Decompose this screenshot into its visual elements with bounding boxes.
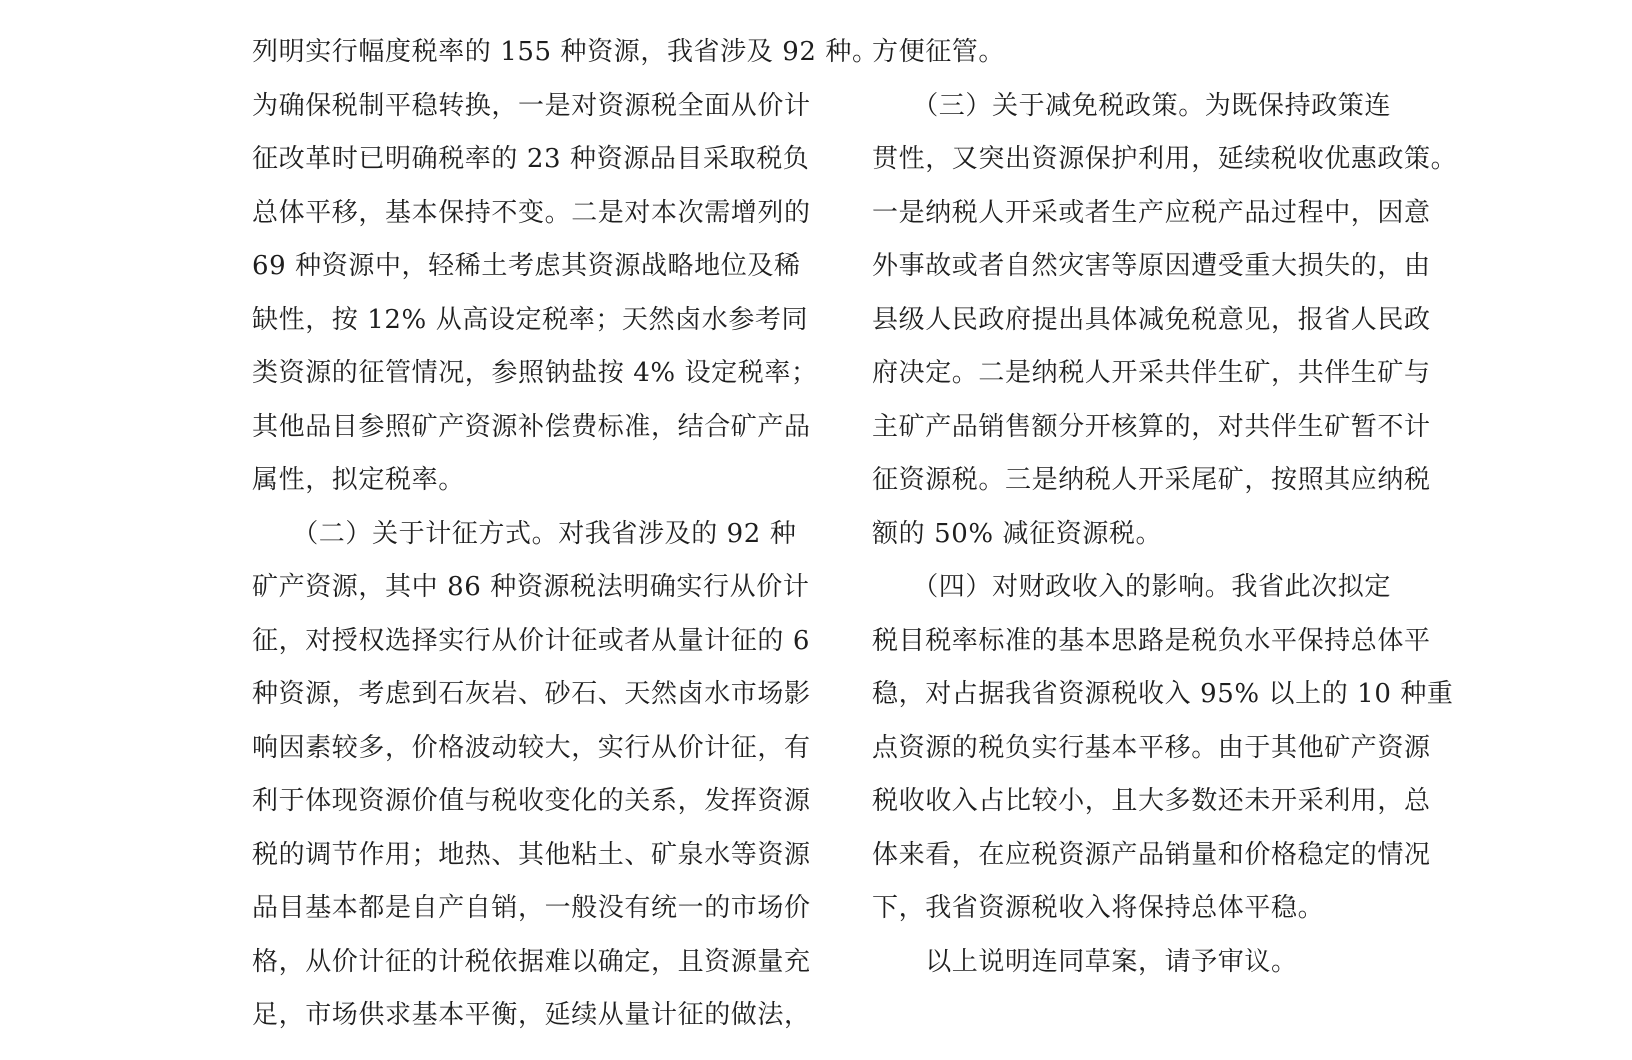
text-line: 税目税率标准的基本思路是税负水平保持总体平 [872,625,1431,656]
text-line: 体来看，在应税资源产品销量和价格稳定的情况 [872,839,1431,870]
text-line: 方便征管。 [872,37,1006,67]
text-line: 矿产资源，其中 86 种资源税法明确实行从价计 [252,572,810,602]
text-line: 县级人民政府提出具体减免税意见，报省人民政 [872,304,1431,335]
text-line: 种资源，考虑到石灰岩、砂石、天然卤水市场影 [252,679,811,709]
left-text-column [252,26,879,1043]
text-line: 征改革时已明确税率的 23 种资源品目采取税负 [252,144,810,174]
text-line: 稳，对占据我省资源税收入 95% 以上的 10 种重 [872,679,1454,709]
text-line: 税收收入占比较小，且大多数还未开采利用，总 [872,786,1431,816]
text-line: 缺性，按 12% 从高设定税率；天然卤水参考同 [252,304,809,335]
right-text-column [872,26,1458,989]
text-line: 总体平移，基本保持不变。二是对本次需增列的 [252,197,811,228]
text-line: 其他品目参照矿产资源补偿费标准，结合矿产品 [252,411,811,442]
text-line: 主矿产品销售额分开核算的，对共伴生矿暂不计 [872,411,1431,442]
text-line: 利于体现资源价值与税收变化的关系，发挥资源 [252,786,811,816]
text-line: 税的调节作用；地热、其他粘土、矿泉水等资源 [252,839,811,870]
section-heading-line: （四）对财政收入的影响。我省此次拟定 [872,572,1392,602]
text-line: 足，市场供求基本平衡，延续从量计征的做法， [252,1000,811,1030]
text-line: 列明实行幅度税率的 155 种资源，我省涉及 92 种。 [252,37,879,67]
text-line: 69 种资源中，轻稀土考虑其资源战略地位及稀 [252,251,801,281]
text-line: 类资源的征管情况，参照钠盐按 4% 设定税率； [252,358,818,388]
text-line: 响因素较多，价格波动较大，实行从价计征，有 [252,732,811,763]
text-line: 格，从价计征的计税依据难以确定，且资源量充 [252,946,811,977]
text-line: 贯性，又突出资源保护利用，延续税收优惠政策。 [872,144,1458,174]
text-line: 一是纳税人开采或者生产应税产品过程中，因意 [872,197,1431,228]
text-line: 外事故或者自然灾害等原因遭受重大损失的，由 [872,251,1431,281]
text-line: 属性，拟定税率。 [252,465,465,495]
text-line: 为确保税制平稳转换，一是对资源税全面从价计 [252,90,811,121]
section-heading-line: （二）关于计征方式。对我省涉及的 92 种 [252,518,797,549]
text-line: 征资源税。三是纳税人开采尾矿，按照其应纳税 [872,465,1431,495]
text-line: 征，对授权选择实行从价计征或者从量计征的 6 [252,625,811,656]
text-line: 品目基本都是自产自销，一般没有统一的市场价 [252,893,811,923]
text-line: 点资源的税负实行基本平移。由于其他矿产资源 [872,732,1431,763]
text-line: 额的 50% 减征资源税。 [872,518,1163,549]
section-heading-line: （三）关于减免税政策。为既保持政策连 [872,90,1392,121]
text-line: 下，我省资源税收入将保持总体平稳。 [872,893,1325,923]
text-line: 府决定。二是纳税人开采共伴生矿，共伴生矿与 [872,358,1431,388]
closing-line: 以上说明连同草案，请予审议。 [872,946,1298,977]
